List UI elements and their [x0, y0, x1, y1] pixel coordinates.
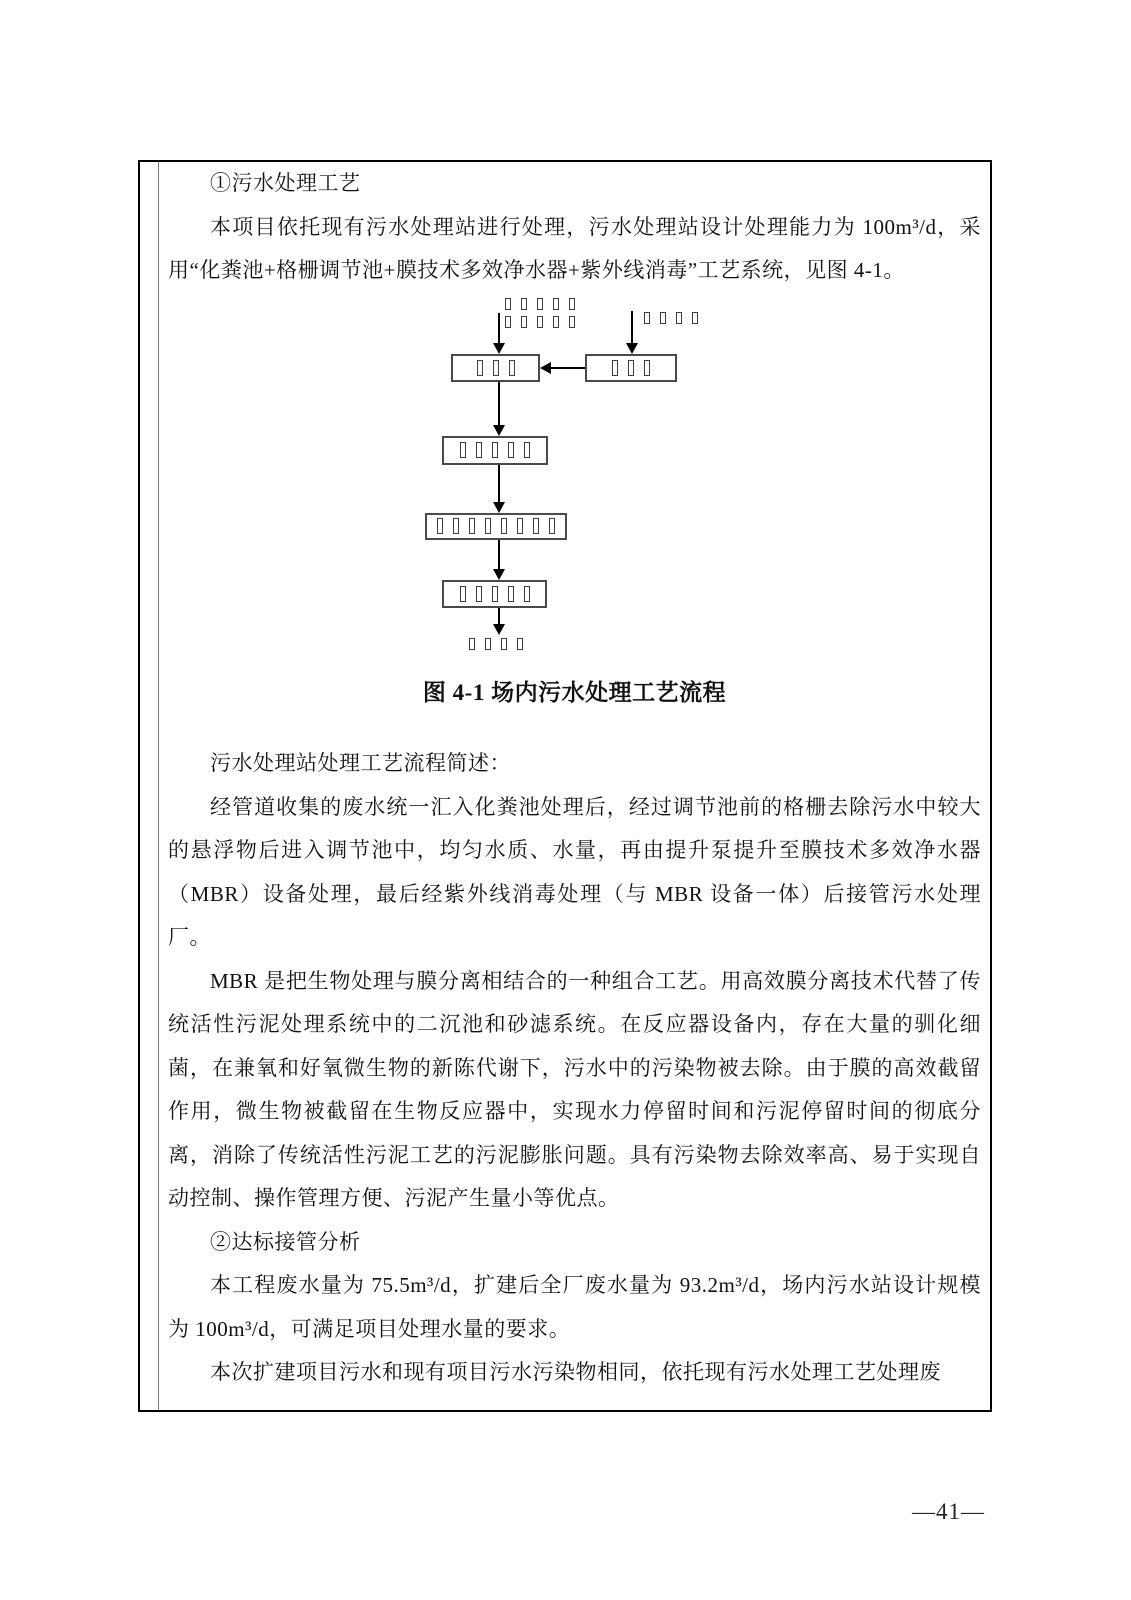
paragraph-process-brief: 污水处理站处理工艺流程简述：: [210, 751, 511, 775]
flow-arrow-1: [498, 382, 500, 425]
content-table: [138, 160, 992, 1412]
placeholder-glyph: [469, 518, 475, 534]
paragraph-analysis-heading: ②达标接管分析: [210, 1229, 361, 1254]
placeholder-glyph: [501, 518, 507, 534]
figure-caption: 图 4-1 场内污水处理工艺流程: [422, 679, 727, 705]
placeholder-glyph: [460, 442, 466, 458]
paragraph-process-description: 经管道收集的废水统一汇入化粪池处理后，经过调节池前的格栅去除污水中较大的悬浮物后进入调节池中，均匀水质、水量，再由提升泵提升至膜技术多效净水器（MBR）设备处理，最后经紫外线消毒处理（与 MBR 设备一体）后接管污水处理厂。: [168, 794, 981, 949]
placeholder-glyph: [485, 638, 491, 650]
process-flow-diagram: [420, 293, 720, 661]
placeholder-glyph: [492, 586, 498, 602]
placeholder-glyph: [524, 586, 530, 602]
paragraph-mbr-description: MBR 是把生物处理与膜分离相结合的一种组合工艺。用高效膜分离技术代替了传统活性污泥处理系统中的二沉池和砂滤系统。在反应器设备内，存在大量的驯化细菌，在兼氧和好氧微生物的新陈代谢下，污水中的污染物被去除。由于膜的高效截留作用，微生物被截留在生物反应器中，实现水力停留时间和污泥停留时间的彻底分离，消除了传统活性污泥工艺的污泥膨胀问题。具有污染物去除效率高、易于实现自动控制、操作管理方便、污泥产生量小等优点。: [168, 968, 981, 1210]
flow-arrow-right-to-left: [551, 367, 585, 369]
placeholder-glyph: [521, 316, 527, 328]
placeholder-glyph: [553, 298, 559, 310]
placeholder-glyph: [509, 360, 515, 376]
paragraph-process-heading: ①污水处理工艺: [210, 171, 361, 195]
placeholder-glyph: [493, 360, 499, 376]
placeholder-glyph: [569, 298, 575, 310]
table-left-column: [140, 162, 159, 1410]
placeholder-glyph: [485, 518, 491, 534]
flow-arrow-2: [498, 465, 500, 502]
placeholder-glyph: [492, 442, 498, 458]
flow-arrow-into-right-box: [631, 311, 633, 343]
placeholder-glyph: [612, 360, 618, 376]
placeholder-glyph: [453, 518, 459, 534]
flow-label-topright: [639, 312, 703, 324]
placeholder-glyph: [508, 442, 514, 458]
placeholder-glyph: [505, 316, 511, 328]
placeholder-glyph: [644, 312, 650, 324]
placeholder-glyph: [537, 298, 543, 310]
placeholder-glyph: [505, 298, 511, 310]
paragraph-wastewater-volume: 本工程废水量为 75.5m³/d，扩建后全厂废水量为 93.2m³/d，场内污水站设计规模为 100m³/d，可满足项目处理水量的要求。: [168, 1273, 981, 1341]
placeholder-glyph: [569, 316, 575, 328]
placeholder-glyph: [521, 298, 527, 310]
placeholder-glyph: [533, 518, 539, 534]
placeholder-glyph: [644, 360, 650, 376]
placeholder-glyph: [692, 312, 698, 324]
flow-arrow-into-left-box: [498, 313, 500, 343]
placeholder-glyph: [517, 638, 523, 650]
placeholder-glyph: [437, 518, 443, 534]
placeholder-glyph: [553, 316, 559, 328]
flow-box-stage2: [442, 436, 548, 465]
paragraph-project-overview: 本项目依托现有污水处理站进行处理，污水处理站设计处理能力为 100m³/d，采用“化粪池+格栅调节池+膜技术多效净水器+紫外线消毒”工艺系统，见图 4-1。: [168, 214, 981, 282]
flow-arrow-3: [498, 540, 500, 569]
placeholder-glyph: [660, 312, 666, 324]
flow-label-topleft-row1: [500, 298, 580, 310]
placeholder-glyph: [517, 518, 523, 534]
flow-label-topleft-row2: [500, 316, 580, 328]
placeholder-glyph: [508, 586, 514, 602]
paragraph-expansion-note: 本次扩建项目污水和现有项目污水污染物相同，依托现有污水处理工艺处理废: [210, 1360, 941, 1384]
placeholder-glyph: [537, 316, 543, 328]
placeholder-glyph: [477, 360, 483, 376]
flow-box-top-left: [451, 354, 540, 382]
placeholder-glyph: [501, 638, 507, 650]
placeholder-glyph: [476, 586, 482, 602]
flow-box-stage4: [442, 580, 547, 608]
placeholder-glyph: [628, 360, 634, 376]
placeholder-glyph: [460, 586, 466, 602]
flow-label-outflow: [464, 638, 528, 650]
placeholder-glyph: [549, 518, 555, 534]
placeholder-glyph: [524, 442, 530, 458]
placeholder-glyph: [676, 312, 682, 324]
placeholder-glyph: [469, 638, 475, 650]
page-number: —41—: [912, 1499, 985, 1524]
flow-box-top-right: [585, 354, 677, 382]
table-content-cell: [159, 162, 990, 1410]
placeholder-glyph: [476, 442, 482, 458]
flow-box-stage3: [425, 513, 567, 540]
flow-arrow-outflow: [498, 608, 500, 624]
